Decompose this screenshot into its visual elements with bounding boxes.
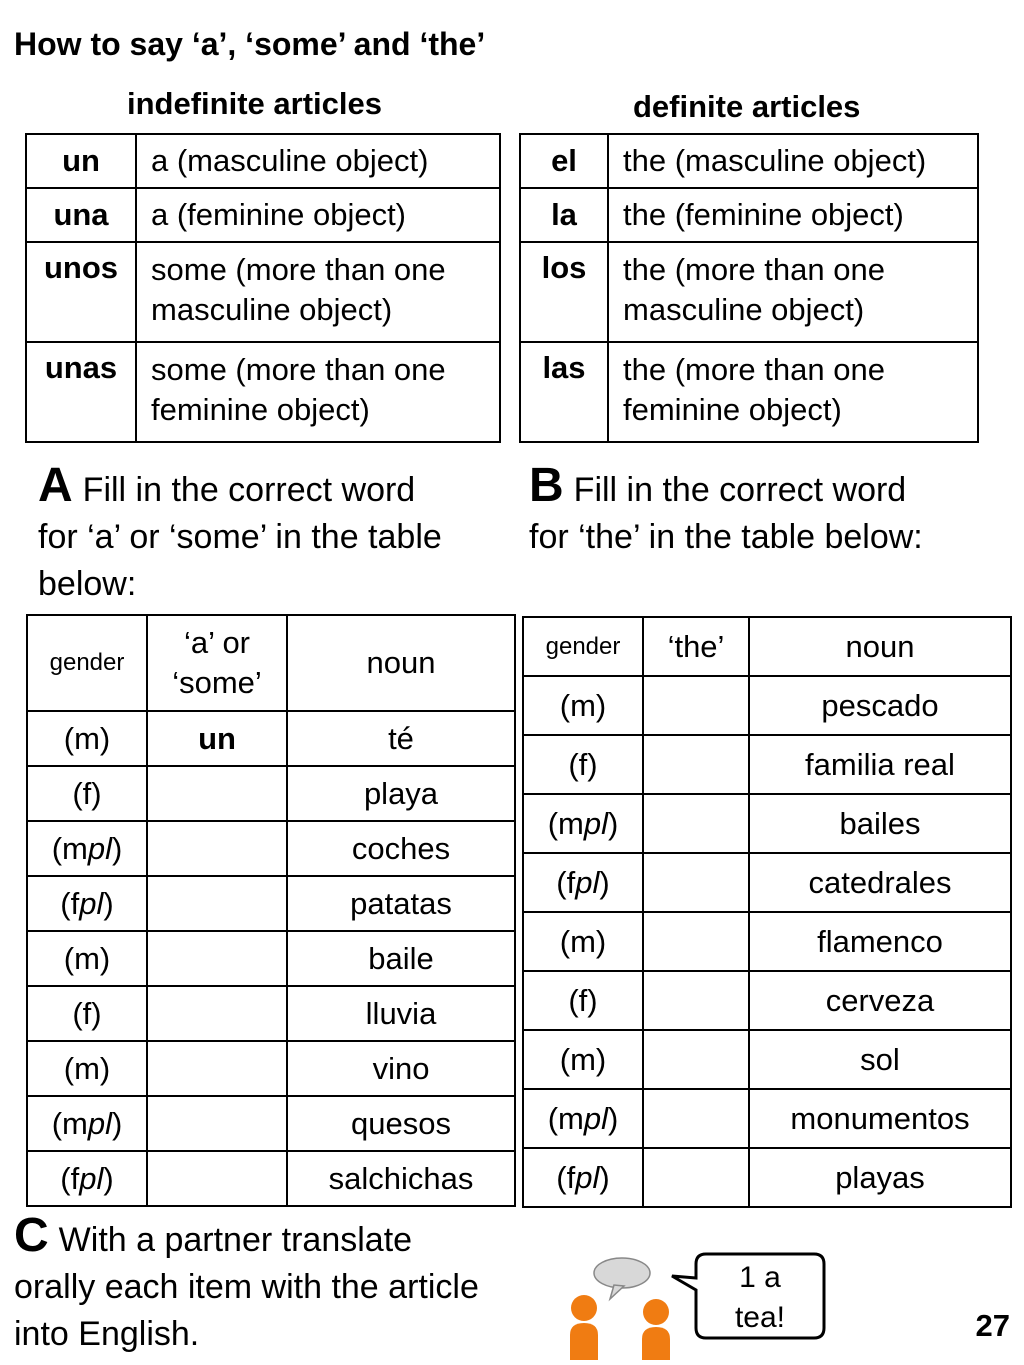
table-row <box>27 821 515 876</box>
answer-cell[interactable] <box>643 1030 749 1089</box>
definite-table <box>519 133 979 443</box>
article-meaning: the (masculine object) <box>608 134 978 188</box>
answer-cell[interactable] <box>147 876 287 931</box>
noun-cell: familia real <box>749 735 1011 794</box>
noun-cell: vino <box>287 1041 515 1096</box>
noun-cell: pescado <box>749 676 1011 735</box>
table-row <box>520 188 978 242</box>
table-row <box>27 1041 515 1096</box>
indefinite-table <box>25 133 501 443</box>
table-header-row <box>27 615 515 711</box>
exercise-a-table <box>26 614 516 1207</box>
article-meaning: some (more than one feminine object) <box>136 342 500 442</box>
gender-cell: (mpl) <box>523 1089 643 1148</box>
table-row <box>27 1151 515 1206</box>
article-header: ‘the’ <box>643 617 749 676</box>
table-row <box>26 188 500 242</box>
article-word: la <box>520 188 608 242</box>
exercise-a-letter: A <box>38 459 73 512</box>
noun-cell: flamenco <box>749 912 1011 971</box>
table-row <box>523 971 1011 1030</box>
noun-cell: sol <box>749 1030 1011 1089</box>
speech-bubble-text: 1 a tea! <box>734 1261 786 1334</box>
article-meaning: the (more than one masculine object) <box>608 242 978 342</box>
answer-cell[interactable] <box>147 1096 287 1151</box>
exercise-c-letter: C <box>14 1209 49 1262</box>
gender-cell: (f) <box>523 971 643 1030</box>
article-word: el <box>520 134 608 188</box>
article-word: los <box>520 242 608 342</box>
noun-cell: monumentos <box>749 1089 1011 1148</box>
article-word: unos <box>26 242 136 342</box>
gender-cell: (fpl) <box>27 1151 147 1206</box>
noun-cell: quesos <box>287 1096 515 1151</box>
answer-cell[interactable] <box>147 821 287 876</box>
article-word: unas <box>26 342 136 442</box>
table-row <box>27 986 515 1041</box>
gender-cell: (m) <box>27 1041 147 1096</box>
article-word: una <box>26 188 136 242</box>
gender-cell: (m) <box>523 1030 643 1089</box>
answer-cell[interactable] <box>643 735 749 794</box>
exercise-a-instructions: A Fill in the correct word for ‘a’ or ‘some’ in the table below: <box>38 459 442 603</box>
table-row <box>26 242 500 342</box>
answer-cell[interactable] <box>147 986 287 1041</box>
table-row <box>523 1030 1011 1089</box>
answer-cell[interactable] <box>643 912 749 971</box>
gender-cell: (mpl) <box>27 821 147 876</box>
answer-cell[interactable] <box>643 676 749 735</box>
indefinite-heading: indefinite articles <box>127 86 382 121</box>
noun-cell: playa <box>287 766 515 821</box>
article-meaning: the (more than one feminine object) <box>608 342 978 442</box>
table-row <box>27 1096 515 1151</box>
answer-cell[interactable] <box>643 971 749 1030</box>
gender-cell: (mpl) <box>27 1096 147 1151</box>
table-row <box>523 1148 1011 1207</box>
gender-header: gender <box>27 615 147 711</box>
article-word: un <box>26 134 136 188</box>
table-row <box>523 1089 1011 1148</box>
noun-cell: catedrales <box>749 853 1011 912</box>
table-row <box>523 735 1011 794</box>
article-word: las <box>520 342 608 442</box>
exercise-b-table <box>522 616 1012 1208</box>
article-meaning: a (masculine object) <box>136 134 500 188</box>
table-row <box>26 134 500 188</box>
table-row <box>520 242 978 342</box>
gender-cell: (m) <box>27 931 147 986</box>
exercise-b-instructions: B Fill in the correct word for ‘the’ in the table below: <box>529 459 923 556</box>
answer-cell[interactable] <box>643 1148 749 1207</box>
table-row <box>523 853 1011 912</box>
answer-cell[interactable] <box>643 853 749 912</box>
noun-cell: baile <box>287 931 515 986</box>
definite-heading: definite articles <box>633 89 861 124</box>
noun-cell: salchichas <box>287 1151 515 1206</box>
page-title: How to say ‘a’, ‘some’ and ‘the’ <box>14 26 486 62</box>
article-meaning: the (feminine object) <box>608 188 978 242</box>
noun-cell: lluvia <box>287 986 515 1041</box>
thought-bubble-icon <box>594 1258 650 1299</box>
page-number: 27 <box>975 1308 1010 1343</box>
table-row <box>523 794 1011 853</box>
gender-cell: (f) <box>27 986 147 1041</box>
article-header: ‘a’ or ‘some’ <box>147 615 287 711</box>
person-left-icon <box>570 1295 598 1360</box>
noun-header: noun <box>749 617 1011 676</box>
gender-cell: (m) <box>523 676 643 735</box>
table-row <box>523 676 1011 735</box>
exercise-b-letter: B <box>529 459 564 512</box>
noun-cell: bailes <box>749 794 1011 853</box>
answer-cell[interactable] <box>147 1151 287 1206</box>
gender-cell: (f) <box>523 735 643 794</box>
gender-cell: (m) <box>27 711 147 766</box>
table-row <box>26 342 500 442</box>
article-meaning: some (more than one masculine object) <box>136 242 500 342</box>
table-row <box>27 711 515 766</box>
noun-cell: cerveza <box>749 971 1011 1030</box>
answer-cell[interactable] <box>147 1041 287 1096</box>
table-row <box>520 342 978 442</box>
noun-cell: playas <box>749 1148 1011 1207</box>
table-row <box>520 134 978 188</box>
noun-header: noun <box>287 615 515 711</box>
answer-cell[interactable] <box>147 931 287 986</box>
gender-header: gender <box>523 617 643 676</box>
gender-cell: (fpl) <box>523 1148 643 1207</box>
table-row <box>27 766 515 821</box>
exercise-c-instructions: C With a partner translate orally each item with the article into English. <box>14 1209 479 1353</box>
gender-cell: (fpl) <box>523 853 643 912</box>
gender-cell: (mpl) <box>523 794 643 853</box>
answer-cell[interactable] <box>147 766 287 821</box>
gender-cell: (fpl) <box>27 876 147 931</box>
answer-cell[interactable] <box>643 1089 749 1148</box>
person-right-icon <box>642 1299 670 1360</box>
answer-cell[interactable] <box>643 794 749 853</box>
noun-cell: coches <box>287 821 515 876</box>
answer-cell[interactable]: un <box>147 711 287 766</box>
noun-cell: patatas <box>287 876 515 931</box>
article-meaning: a (feminine object) <box>136 188 500 242</box>
table-row <box>27 876 515 931</box>
table-row <box>27 931 515 986</box>
gender-cell: (m) <box>523 912 643 971</box>
table-header-row <box>523 617 1011 676</box>
noun-cell: té <box>287 711 515 766</box>
table-row <box>523 912 1011 971</box>
gender-cell: (f) <box>27 766 147 821</box>
